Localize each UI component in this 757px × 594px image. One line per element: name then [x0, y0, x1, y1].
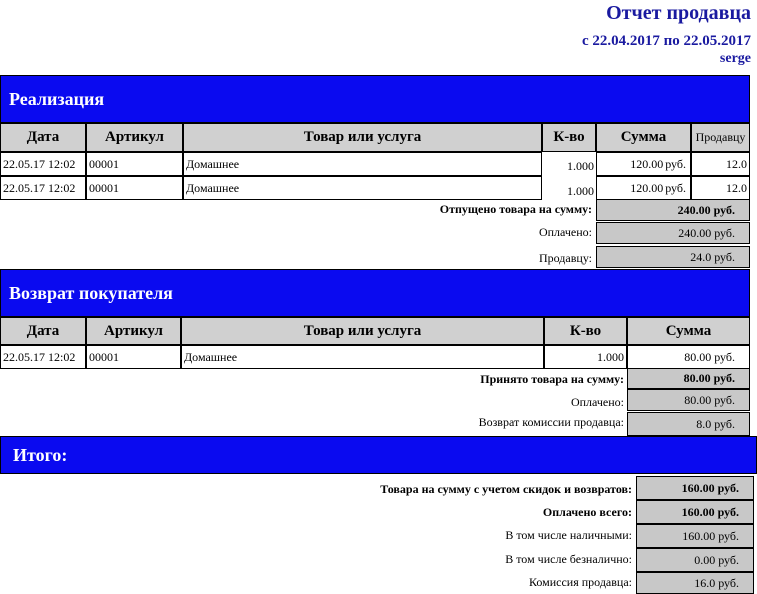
sales-seller-value: 24.0 руб. [596, 246, 750, 268]
sales-seller-label: Продавцу: [538, 250, 592, 265]
sales-row-2-sku: 00001 [86, 176, 183, 200]
returns-commission-label: Возврат комиссии продавца: [478, 414, 624, 429]
summary-commission-value: 16.0 руб. [636, 572, 754, 594]
summary-goods-label: Товара на сумму с учетом скидок и возвратов: [380, 481, 632, 496]
returns-row-1-date: 22.05.17 12:02 [0, 345, 86, 369]
returns-col-qty: К-во [544, 317, 627, 345]
sales-row-1-sum [596, 152, 691, 176]
returns-band: Возврат покупателя [0, 269, 750, 317]
sales-row-2-date: 22.05.17 12:02 [0, 176, 86, 200]
returns-row-1-qty: 1.000 [544, 345, 627, 369]
summary-goods-value: 160.00 руб. [636, 476, 754, 500]
sales-col-sku: Артикул [86, 123, 183, 152]
sales-total-label: Отпущено товара на сумму: [439, 201, 592, 216]
sales-row-1-sum-value: 120.00 [630, 156, 664, 171]
returns-col-item: Товар или услуга [181, 317, 544, 345]
sales-paid-label: Оплачено: [538, 224, 592, 239]
sales-band: Реализация [0, 75, 750, 123]
summary-commission-label: Комиссия продавца: [528, 574, 632, 589]
sales-row-2-sum-value: 120.00 [630, 180, 664, 195]
returns-commission-value: 8.0 руб. [627, 412, 750, 436]
summary-paid-value: 160.00 руб. [636, 500, 754, 524]
sales-row-1-sum-currency: руб. [665, 156, 686, 171]
sales-row-1-item: Домашнее [183, 152, 542, 176]
sales-row-2-sum [596, 176, 691, 200]
returns-total-value: 80.00 руб. [627, 368, 750, 389]
returns-col-date: Дата [0, 317, 86, 345]
sales-row-2-item: Домашнее [183, 176, 542, 200]
summary-cash-value: 160.00 руб. [636, 524, 754, 548]
returns-paid-label: Оплачено: [570, 394, 624, 409]
sales-col-sum: Сумма [596, 123, 691, 152]
sales-row-2-qty: 1.000 [567, 183, 594, 198]
returns-row-1-sum: 80.00 руб. [627, 345, 750, 369]
sales-col-date: Дата [0, 123, 86, 152]
sales-paid-value: 240.00 руб. [596, 222, 750, 244]
report-user: serge [719, 51, 751, 66]
sales-row-1-seller: 12.0 [691, 152, 750, 176]
returns-total-label: Принято товара на сумму: [480, 371, 624, 386]
returns-row-1-item: Домашнее [181, 345, 544, 369]
sales-col-item: Товар или услуга [183, 123, 542, 152]
summary-cashless-value: 0.00 руб. [636, 548, 754, 572]
summary-band: Итого: [0, 436, 757, 474]
sales-row-1-date: 22.05.17 12:02 [0, 152, 86, 176]
sales-col-seller: Продавцу [691, 123, 750, 152]
summary-cashless-label: В том числе безналично: [505, 551, 632, 566]
report-title: Отчет продавца [606, 2, 751, 24]
sales-total-value: 240.00 руб. [596, 199, 750, 221]
report-period: с 22.04.2017 по 22.05.2017 [581, 33, 751, 49]
summary-paid-label: Оплачено всего: [542, 504, 632, 519]
returns-col-sku: Артикул [86, 317, 181, 345]
sales-row-1-sku: 00001 [86, 152, 183, 176]
sales-row-2-seller: 12.0 [691, 176, 750, 200]
returns-col-sum: Сумма [627, 317, 750, 345]
sales-row-2-sum-currency: руб. [665, 180, 686, 195]
returns-row-1-sku: 00001 [86, 345, 181, 369]
sales-row-1-qty: 1.000 [567, 158, 594, 173]
summary-cash-label: В том числе наличными: [505, 527, 632, 542]
sales-col-qty: К-во [542, 123, 596, 152]
returns-paid-value: 80.00 руб. [627, 389, 750, 411]
